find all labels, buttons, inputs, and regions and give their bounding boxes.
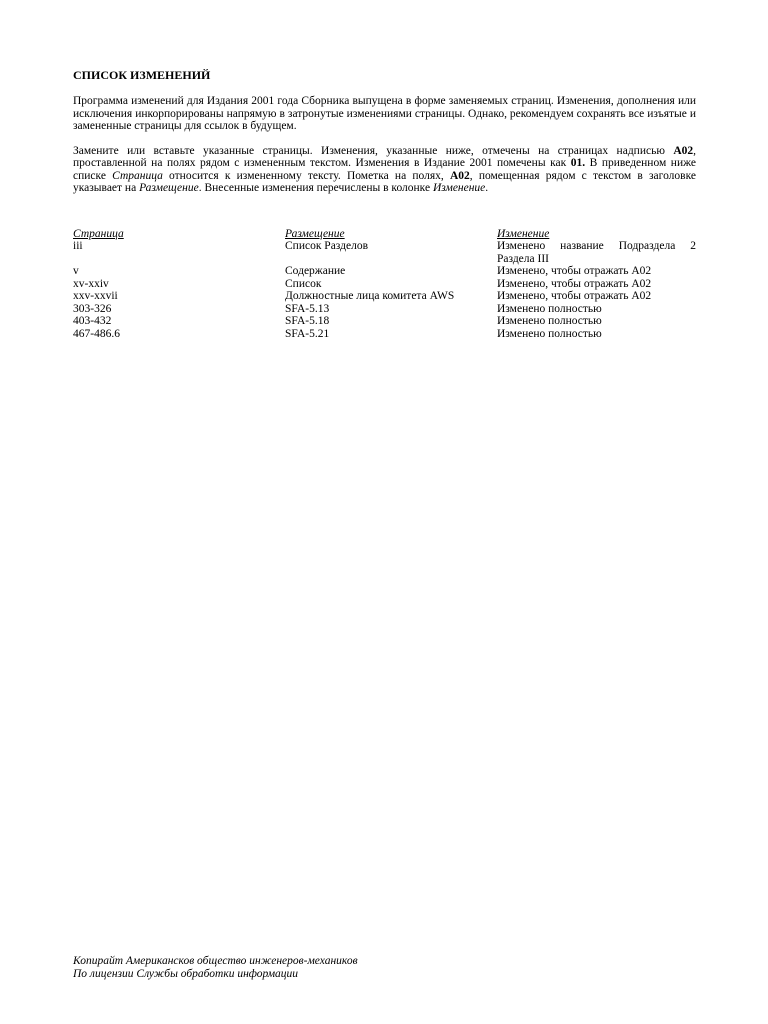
cell-change: Изменено, чтобы отражать A02 (497, 277, 652, 290)
table-row (73, 240, 696, 265)
para2-text-7: . (485, 182, 489, 194)
cell-change: Изменено, чтобы отражать A02 (497, 290, 652, 302)
header-location: Размещение (285, 227, 345, 240)
para2-text-1: Замените или вставьте указанные страницы. Изменения, указанные ниже, отмечены на страницах надписью (73, 144, 674, 157)
cell-location: SFA-5.21 (285, 327, 330, 340)
para2-italic-1: Страница (112, 169, 163, 182)
footer-line-2: По лицензии Службы обработки информации (73, 968, 299, 980)
para2-text-4: относится к измененному тексту. Пометка на полях, (162, 169, 450, 182)
cell-location: Содержание (285, 265, 346, 277)
cell-location: SFA-5.18 (285, 315, 330, 327)
cell-location: Должностные лица комитета AWS (285, 290, 455, 302)
header-change: Изменение (497, 227, 550, 240)
page-title: СПИСОК ИЗМЕНЕНИЙ (73, 68, 211, 82)
table-row (73, 290, 696, 303)
cell-change: Изменено, чтобы отражать A02 (497, 265, 652, 277)
cell-page: v (73, 265, 79, 277)
para2-text-2: , проставленной на полях рядом с измененным текстом. Изменения в Издание 2001 помечены как (73, 144, 696, 169)
cell-change: Изменено полностью (497, 302, 602, 315)
intro-paragraph: Программа изменений для Издания 2001 года Сборника выпущена в форме заменяемых страниц. Изменения, дополнения или исключения инкорпорированы напрямую в затронутые изменениями страницы. Однако, рекомендуем сохранять все изъятые и замененные страницы для ссылок в будущем. (73, 95, 696, 132)
table-row (73, 328, 696, 341)
document-page (73, 68, 696, 340)
header-page: Страница (73, 227, 124, 240)
changes-table (73, 228, 696, 341)
table-row (73, 278, 696, 291)
cell-page: iii (73, 240, 83, 252)
footer-line-1: Копирайт Американсков общество инженеров-механиков (73, 955, 358, 967)
cell-location: Список Разделов (285, 240, 369, 252)
para2-bold-3: A02 (449, 169, 470, 182)
cell-page: 467-486.6 (73, 327, 120, 340)
table-header-row (73, 228, 696, 241)
para2-text-3: В приведенном ниже списке (73, 157, 697, 182)
cell-change: Изменено полностью (497, 315, 602, 327)
cell-page: xxv-xxvii (73, 290, 118, 302)
cell-page: xv-xxiv (73, 277, 109, 290)
cell-page: 303-326 (73, 302, 112, 315)
para2-text-6: . Внесенные изменения перечислены в колонке (198, 182, 433, 194)
cell-location: SFA-5.13 (285, 302, 330, 315)
table-row (73, 315, 696, 328)
para2-bold-1: A02 (673, 144, 694, 157)
instructions-paragraph (73, 145, 696, 195)
cell-change: Изменено название Подраздела 2 Раздела III (497, 240, 696, 265)
table-row (73, 303, 696, 316)
para2-italic-3: Изменение (432, 182, 486, 194)
para2-bold-2: 01. (570, 157, 586, 169)
table-row (73, 265, 696, 278)
para2-italic-2: Размещение (139, 182, 199, 194)
cell-page: 403-432 (73, 315, 112, 327)
copyright-footer (73, 955, 358, 981)
cell-location: Список (285, 277, 322, 290)
cell-change: Изменено полностью (497, 327, 602, 340)
para2-text-5: , помещенная рядом с текстом в заголовке указывает на (73, 169, 696, 194)
